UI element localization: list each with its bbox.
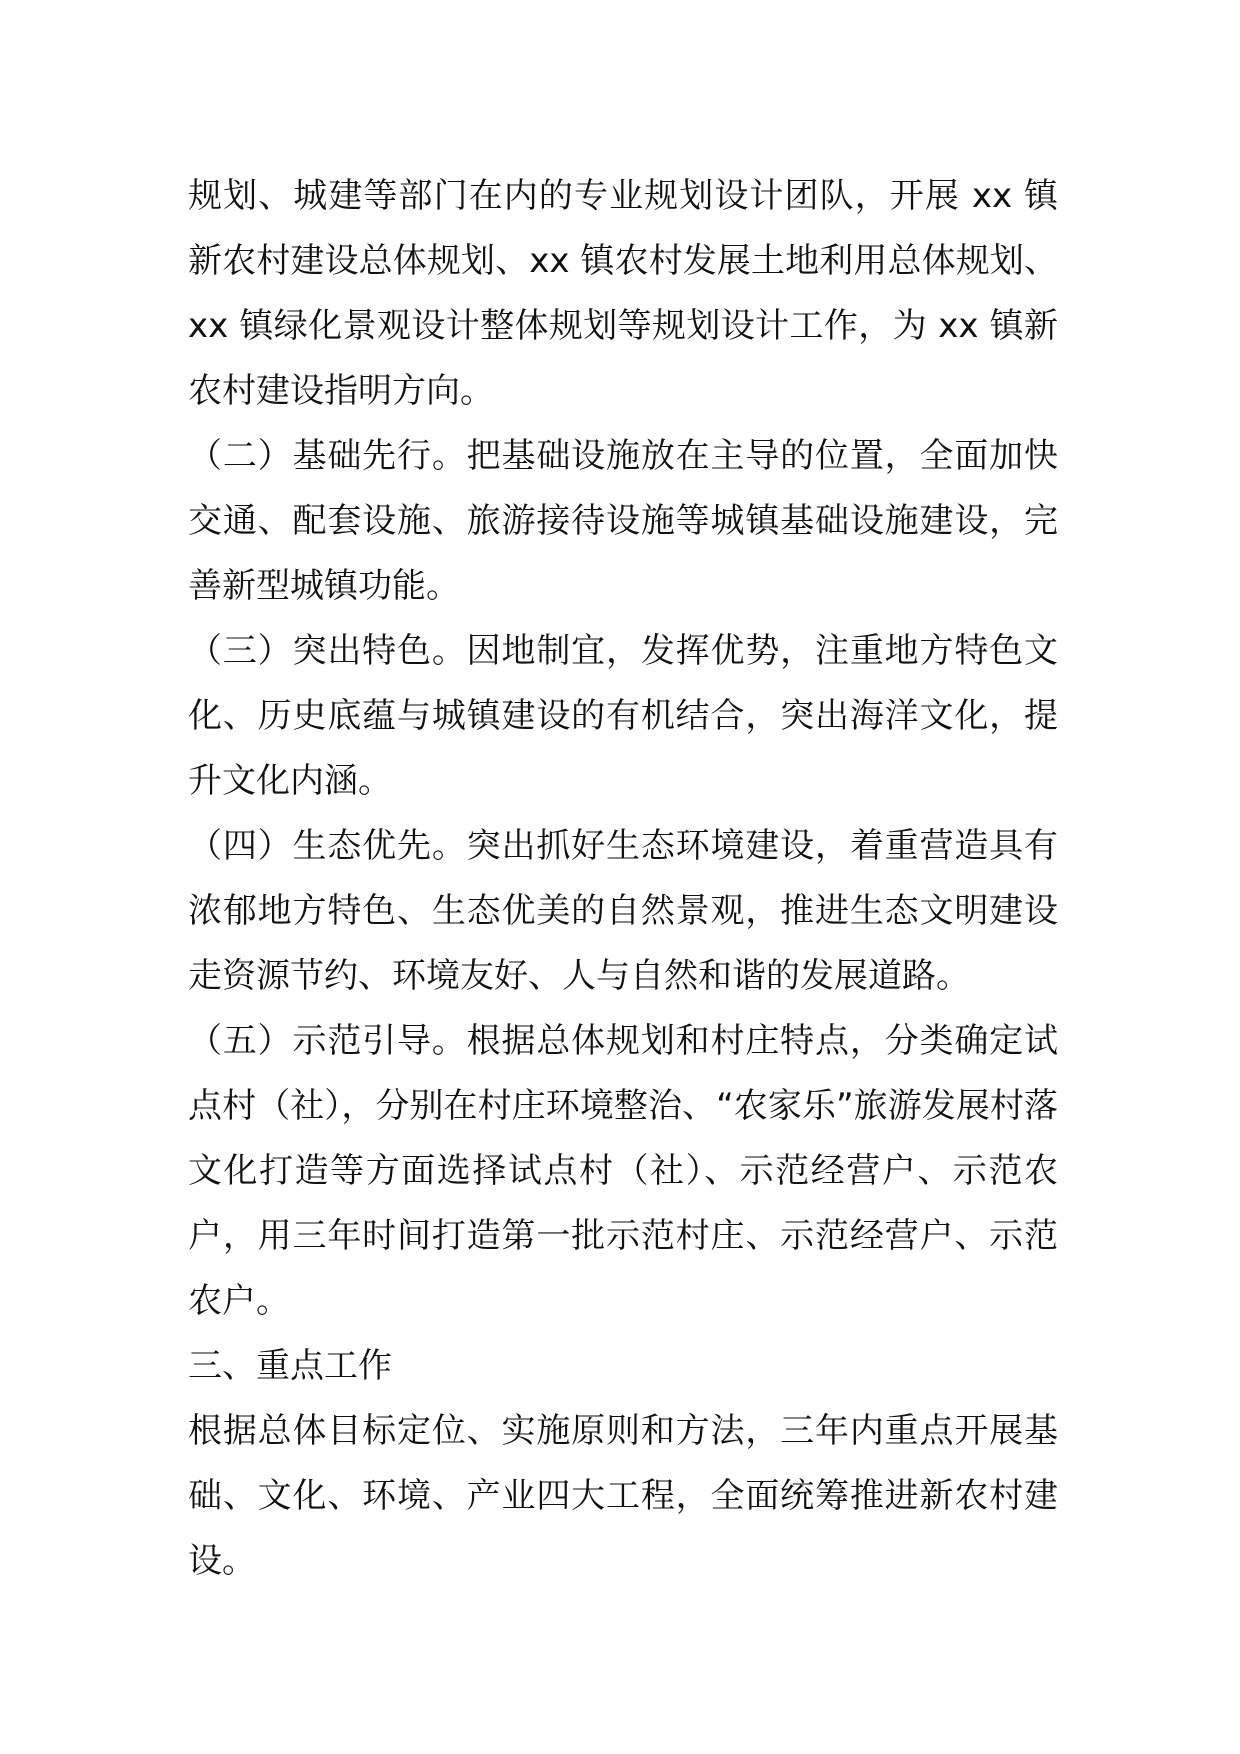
paragraph-ecology-priority: （四）生态优先。突出抓好生态环境建设，着重营造具有浓郁地方特色、生态优美的自然景观，推进生态文明建设走资源节约、环境友好、人与自然和谐的发展道路。 (188, 826, 1058, 996)
paragraph-planning-team: 规划、城建等部门在内的专业规划设计团队，开展 xx 镇新农村建设总体规划、xx 镇农村发展土地利用总体规划、xx 镇绿化景观设计整体规划等规划设计工作，为 xx 镇新农村建设指明方向。 (188, 176, 1058, 411)
document-body (188, 164, 1058, 1594)
paragraph-demonstration-guidance: （五）示范引导。根据总体规划和村庄特点，分类确定试点村（社），分别在村庄环境整治、“农家乐”旅游发展村落文化打造等方面选择试点村（社）、示范经营户、示范农户，用三年时间打造第一批示范村庄、示范经营户、示范农户。 (188, 1021, 1058, 1321)
paragraph-infrastructure-first: （二）基础先行。把基础设施放在主导的位置，全面加快交通、配套设施、旅游接待设施等城镇基础设施建设，完善新型城镇功能。 (188, 436, 1058, 606)
section-heading-key-work: 三、重点工作 (188, 1346, 392, 1386)
paragraph-key-work-summary: 根据总体目标定位、实施原则和方法，三年内重点开展基础、文化、环境、产业四大工程，全面统筹推进新农村建设。 (188, 1411, 1058, 1581)
paragraph-highlight-features: （三）突出特色。因地制宜，发挥优势，注重地方特色文化、历史底蕴与城镇建设的有机结合，突出海洋文化，提升文化内涵。 (188, 631, 1058, 801)
